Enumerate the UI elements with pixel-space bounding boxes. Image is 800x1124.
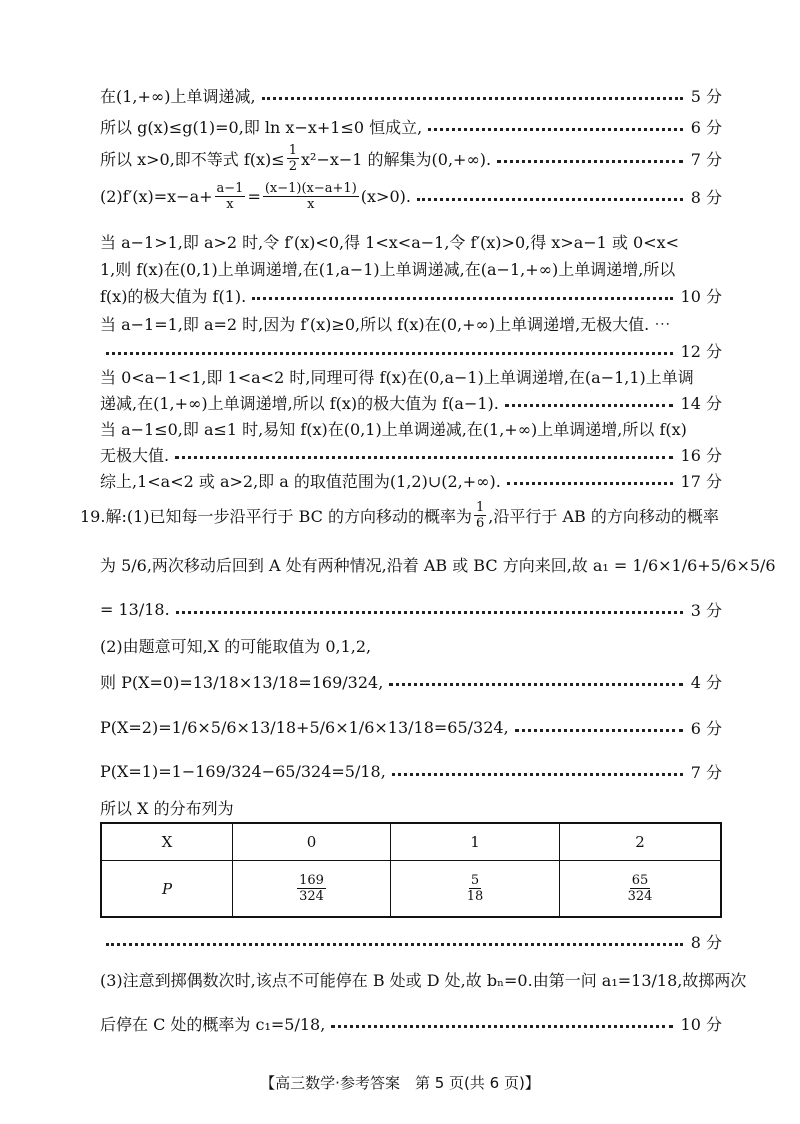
line-text: 综上,1<a<2 或 a>2,即 a 的取值范围为(1,2)∪(2,+∞).: [100, 472, 501, 491]
solution-line: [100, 284, 722, 307]
dot-leader: [515, 729, 683, 732]
table-header-cell: 1: [391, 823, 560, 861]
dot-leader: [252, 297, 672, 300]
fraction-denominator: 2: [288, 159, 297, 174]
table-cell: [560, 861, 722, 918]
solution-line: [100, 417, 722, 440]
solution-line: [100, 365, 722, 388]
solution-line: [100, 312, 722, 335]
page-footer: 【高三数学·参考答案 第 5 页(共 6 页)】: [260, 1074, 540, 1092]
solution-line: [100, 115, 722, 138]
line-text: P(X=1)=1−169/324−65/324=5/18,: [100, 762, 386, 781]
solution-line: [100, 230, 722, 253]
fraction-numerator: 1: [288, 143, 297, 158]
fraction: [215, 181, 246, 212]
solution-line: [100, 339, 722, 362]
fraction: [287, 143, 299, 174]
line-text: (x>0).: [360, 187, 411, 206]
score-label: 8 分: [690, 933, 722, 952]
line-text: 所以 g(x)≤g(1)=0,即 ln x−x+1≤0 恒成立,: [100, 118, 423, 137]
score-label: 12 分: [680, 342, 722, 361]
fraction: [465, 873, 486, 904]
line-text: 递减,在(1,+∞)上单调递增,所以 f(x)的极大值为 f(a−1).: [100, 394, 499, 413]
line-text: x²−x−1 的解集为(0,+∞).: [301, 150, 492, 169]
score-label: 8 分: [690, 188, 722, 207]
line-text: 1,则 f(x)在(0,1)上单调递增,在(1,a−1)上单调递减,在(a−1,+∞)上单调递增,所以: [100, 260, 676, 279]
line-text: (3)注意到掷偶数次时,该点不可能停在 B 处或 D 处,故 bₙ=0.由第一问 a₁=13/18,故掷两次: [100, 971, 747, 990]
fraction-numerator: (x−1)(x−a+1): [264, 181, 357, 196]
line-text: 为 5/6,两次移动后回到 A 处有两种情况,沿着 AB 或 BC 方向来回,故 a₁ = 1/6×1/6+5/6×5/6: [100, 556, 776, 575]
line-text: = 13/18.: [100, 600, 170, 619]
solution-line: [100, 930, 722, 953]
line-text: 当 a−1>1,即 a>2 时,令 f′(x)<0,得 1<x<a−1,令 f′(x)>0,得 x>a−1 或 0<x<: [100, 233, 680, 252]
line-text: =: [247, 187, 261, 206]
solution-line: [100, 257, 722, 280]
fraction-numerator: 169: [299, 873, 324, 888]
solution-line: [100, 634, 722, 657]
line-text: 19.解:(1)已知每一步沿平行于 BC 的方向移动的概率为: [80, 507, 472, 526]
dot-leader: [497, 160, 683, 163]
line-text: 无极大值.: [100, 446, 170, 465]
score-label: 16 分: [680, 446, 722, 465]
dot-leader: [389, 683, 682, 686]
line-text: (2)由题意可知,X 的可能取值为 0,1,2,: [100, 637, 372, 656]
fraction-denominator: x: [226, 197, 234, 212]
line-text: f(x)的极大值为 f(1).: [100, 287, 247, 306]
solution-line: [100, 796, 722, 819]
fraction-denominator: 6: [475, 516, 485, 531]
table-row: [101, 861, 721, 918]
solution-line: [100, 181, 722, 212]
table-header-cell: X: [101, 823, 233, 861]
table-cell: [391, 861, 560, 918]
score-label: 14 分: [680, 394, 722, 413]
fraction-denominator: 324: [627, 889, 653, 904]
table-cell: [233, 861, 391, 918]
table-row-label: [101, 861, 233, 918]
fraction-numerator: 5: [470, 873, 480, 888]
fraction: [263, 181, 359, 212]
solution-line: [100, 553, 776, 576]
line-text: 则 P(X=0)=13/18×13/18=169/324,: [100, 673, 384, 692]
solution-line: [100, 1012, 722, 1035]
dot-leader: [417, 198, 683, 201]
fraction: [297, 873, 326, 904]
line-text: P(X=2)=1/6×5/6×13/18+5/6×1/6×13/18=65/324,: [100, 718, 509, 737]
table-header-cell: 0: [233, 823, 391, 861]
solution-line: [100, 469, 722, 492]
line-text: 所以 x>0,即不等式 f(x)≤: [100, 150, 285, 169]
solution-line: [100, 760, 722, 783]
table-header-cell: 2: [560, 823, 722, 861]
solution-line: [100, 84, 722, 107]
fraction-numerator: 65: [631, 873, 649, 888]
dot-leader: [507, 482, 673, 485]
dot-leader: [392, 773, 683, 776]
score-label: 4 分: [690, 673, 722, 692]
dot-leader: [331, 1025, 672, 1028]
line-text: 所以 X 的分布列为: [100, 799, 234, 818]
line-text: 当 a−1≤0,即 a≤1 时,易知 f(x)在(0,1)上单调递减,在(1,+∞)上单调递增,所以 f(x): [100, 420, 687, 439]
fraction-denominator: x: [307, 197, 315, 212]
line-text: 当 a−1=1,即 a=2 时,因为 f′(x)≥0,所以 f(x)在(0,+∞)上单调递增,无极大值. ⋯: [100, 315, 671, 334]
solution-line: [100, 443, 722, 466]
score-label: 7 分: [690, 150, 722, 169]
fraction: [626, 873, 655, 904]
dot-leader: [428, 128, 683, 131]
fraction-numerator: a−1: [216, 181, 244, 196]
dot-leader: [175, 456, 672, 459]
solution-line: [100, 391, 722, 414]
score-label: 7 分: [690, 763, 722, 782]
line-text: 后停在 C 处的概率为 c₁=5/18,: [100, 1015, 326, 1034]
score-label: 6 分: [690, 118, 722, 137]
distribution-table: [100, 822, 722, 918]
score-label: 17 分: [680, 472, 722, 491]
line-text: (2)f′(x)=x−a+: [100, 187, 213, 206]
solution-line: [100, 716, 722, 739]
table-header-row: [101, 823, 721, 861]
dot-leader: [106, 352, 673, 355]
score-label: 10 分: [680, 287, 722, 306]
fraction-denominator: 324: [299, 889, 324, 904]
row-label-text: P: [161, 879, 173, 898]
solution-line: [100, 598, 722, 621]
score-label: 10 分: [680, 1015, 722, 1034]
score-label: 6 分: [690, 719, 722, 738]
fraction-numerator: 1: [475, 500, 485, 515]
line-text: 当 0<a−1<1,即 1<a<2 时,同理可得 f(x)在(0,a−1)上单调递增,在(a−1,1)上单调: [100, 368, 694, 387]
solution-line: [100, 968, 747, 991]
dot-leader: [505, 404, 673, 407]
dot-leader: [106, 943, 683, 946]
score-label: 5 分: [690, 87, 722, 106]
fraction-denominator: 18: [466, 889, 484, 904]
dot-leader: [262, 97, 683, 100]
line-text: ,沿平行于 AB 的方向移动的概率: [488, 507, 719, 526]
fraction: [474, 500, 486, 531]
score-label: 3 分: [690, 601, 722, 620]
solution-line: [100, 143, 722, 174]
solution-line: [80, 500, 722, 531]
dot-leader: [176, 611, 683, 614]
line-text: 在(1,+∞)上单调递减,: [100, 87, 256, 106]
solution-line: [100, 670, 722, 693]
